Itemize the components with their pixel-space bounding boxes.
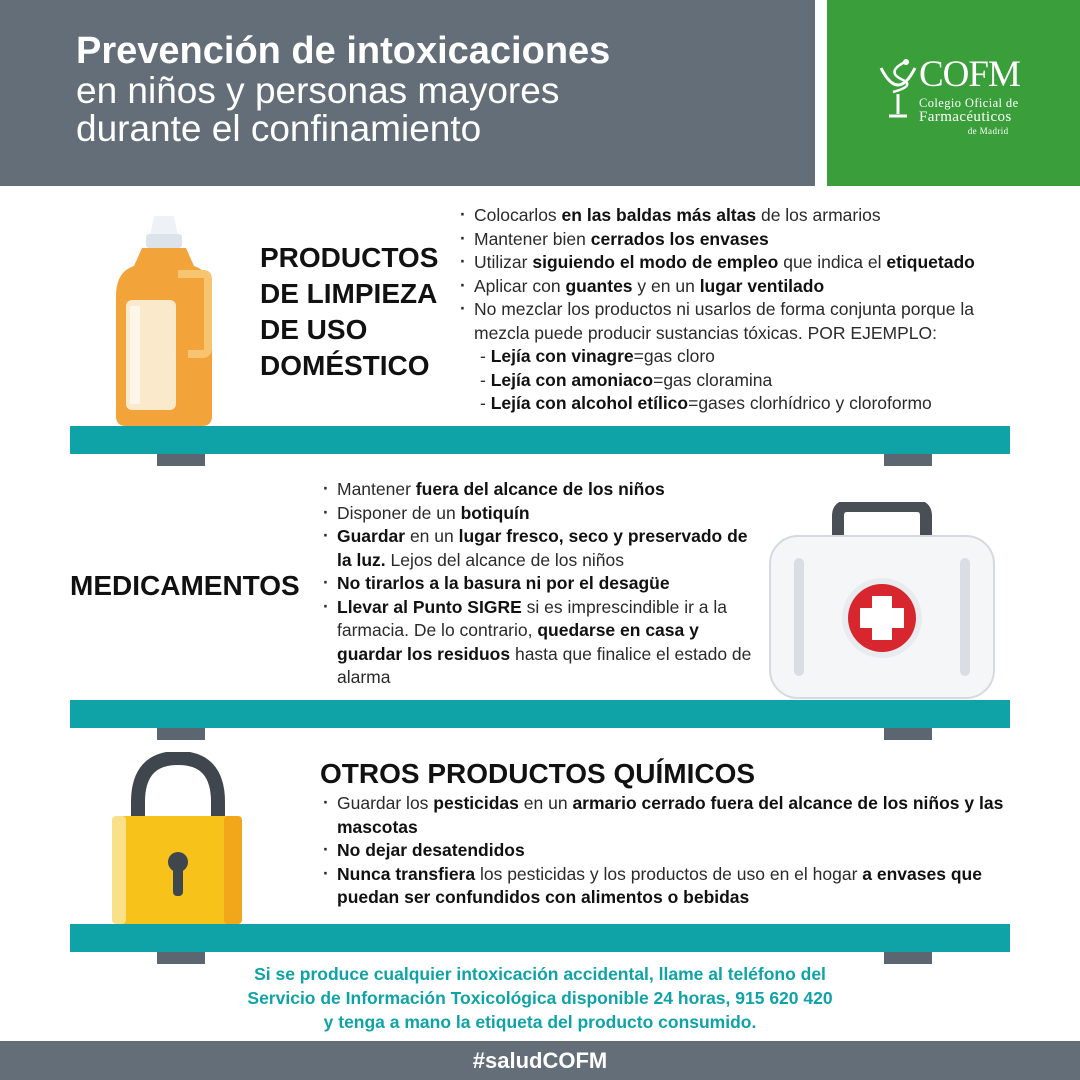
list-item: · Colocarlos en las baldas más altas de los armarios [458,204,1028,228]
section-cleaning-title-line: DE USO [260,314,368,345]
list-item: · Disponer de un botiquín [321,502,761,526]
emergency-note-line: Si se produce cualquier intoxicación accidental, llame al teléfono del [254,964,826,984]
list-item: · Mantener bien cerrados los envases [458,228,1028,252]
logo-line-3: de Madrid [967,126,1009,136]
shelf-bracket [157,454,205,466]
list-item: · No mezclar los productos ni usarlos de forma conjunta porque la mezcla puede producir sustancias tóxicas. POR EJEMPLO: [458,298,1028,345]
cleaning-bottle-icon [108,216,220,428]
list-item: · No tirarlos a la basura ni por el desagüe [321,572,761,596]
chemicals-tips-list [321,792,1011,910]
pharmacy-cup-icon [875,58,921,124]
padlock-icon [112,752,244,926]
page-subtitle-line-1: en niños y personas mayores [76,70,560,111]
logo-subtitle [919,96,1019,138]
list-item: · Guardar los pesticidas en un armario cerrado fuera del alcance de los niños y las mascotas [321,792,1011,839]
shelf-bracket [884,728,932,740]
shelf [70,426,1010,454]
list-item: · Aplicar con guantes y en un lugar ventilado [458,275,1028,299]
shelf-bracket [157,728,205,740]
shelf [70,700,1010,728]
cofm-logo [827,0,1080,186]
section-cleaning-title-line: PRODUCTOS [260,242,439,273]
logo-line-2: Farmacéuticos [919,109,1012,125]
emergency-note [0,962,1080,1034]
list-item: · Guardar en un lugar fresco, seco y preservado de la luz. Lejos del alcance de los niños [321,525,761,572]
page-subtitle-line-2: durante el confinamiento [76,108,482,149]
list-item: · Utilizar siguiendo el modo de empleo que indica el etiquetado [458,251,1028,275]
emergency-note-line: y tenga a mano la etiqueta del producto consumido. [323,1012,757,1032]
shelf-bracket [884,454,932,466]
list-item: · Mantener fuera del alcance de los niños [321,478,761,502]
section-cleaning-title [260,240,438,384]
list-item: · No dejar desatendidos [321,839,1011,863]
emergency-note-line: Servicio de Información Toxicológica disponible 24 horas, 915 620 420 [247,988,833,1008]
logo-wordmark: COFM [919,54,1020,95]
section-cleaning-title-line: DOMÉSTICO [260,350,430,381]
first-aid-kit-icon [768,502,996,700]
hashtag: #saludCOFM [472,1048,608,1073]
shelf [70,924,1010,952]
medicines-tips-list [321,478,761,690]
cleaning-tips-list [458,204,1028,416]
hashtag-bar [0,1041,1080,1080]
list-item: · Llevar al Punto SIGRE si es imprescindible ir a la farmacia. De lo contrario, quedarse en casa y guardar los residuos hasta que finalice el estado de alarma [321,596,761,690]
page-title: Prevención de intoxicaciones [76,30,611,72]
logo-line-1: Colegio Oficial de [919,96,1019,110]
section-chemicals-title: OTROS PRODUCTOS QUÍMICOS [320,758,756,789]
header-banner [0,0,815,186]
example-item: - Lejía con vinagre=gas cloro [458,345,1028,369]
section-medicines-title: MEDICAMENTOS [70,570,300,601]
example-item: - Lejía con alcohol etílico=gases clorhídrico y cloroformo [458,392,1028,416]
example-item: - Lejía con amoniaco=gas cloramina [458,369,1028,393]
list-item: · Nunca transfiera los pesticidas y los productos de uso en el hogar a envases que puedan ser confundidos con alimentos o bebidas [321,863,1011,910]
section-cleaning-title-line: DE LIMPIEZA [260,278,438,309]
